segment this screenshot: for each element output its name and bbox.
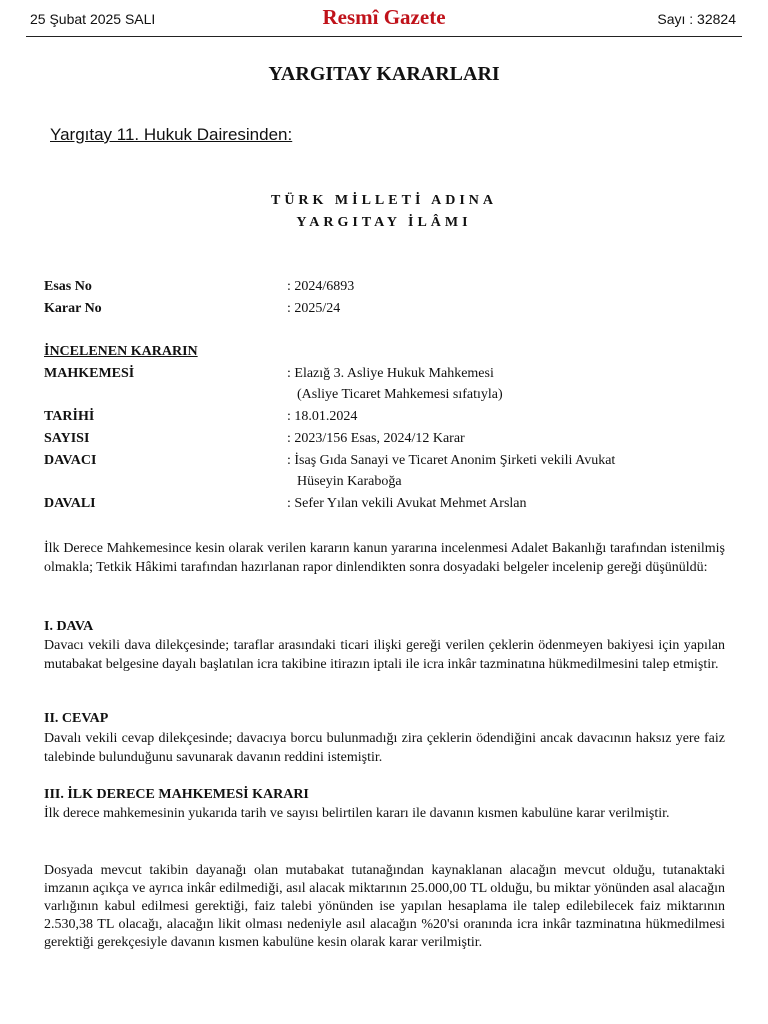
reviewed-heading: İNCELENEN KARARIN [44,344,198,359]
court-title-line-2: YARGITAY İLÂMI [296,215,472,230]
header-date: 25 Şubat 2025 SALI [30,11,156,27]
date-label: TARİHİ [44,409,95,424]
court-value-note: (Asliye Ticaret Mahkemesi sıfatıyla) [297,387,503,402]
section-title: YARGITAY KARARLARI [268,63,500,85]
court-title-line-1: TÜRK MİLLETİ ADINA [270,193,498,208]
esas-label: Esas No [44,279,92,294]
intro-paragraph: İlk Derece Mahkemesince kesin olarak verilen kararın kanun yararına incelenmesi Adalet Bakanlığı tarafından istenilmiş olmakla; Tetkik Hâkimi tarafından hazırlanan rapor dinlendikten sonra dosyadaki belgeler incelenip gereği düşünüldü: [44,541,725,575]
karar-value: : 2025/24 [287,301,341,316]
section-dava-title: I. DAVA [44,619,94,634]
number-value: : 2023/156 Esas, 2024/12 Karar [287,431,465,446]
court-label: MAHKEMESİ [44,366,135,381]
defendant-value: : Sefer Yılan vekili Avukat Mehmet Arslan [287,496,527,511]
plaintiff-value-cont: Hüseyin Karaboğa [297,474,402,489]
section-karar-text: İlk derece mahkemesinin yukarıda tarih ve sayısı belirtilen kararı ile davanın kısmen kabulüne karar verilmiştir. [44,806,670,821]
number-label: SAYISI [44,431,90,446]
chamber-heading: Yargıtay 11. Hukuk Dairesinden: [50,125,293,144]
karar-label: Karar No [44,301,102,316]
page-header [0,0,768,40]
court-value: : Elazığ 3. Asliye Hukuk Mahkemesi [287,366,494,381]
section-karar-title: III. İLK DERECE MAHKEMESİ KARARI [44,787,309,802]
section-dava-text: Davacı vekili dava dilekçesinde; taraflar arasındaki ticari ilişki gereği verilen çeklerin ödenmeyen bakiyesi için yapılan mutabakat belgesine dayalı başlatılan icra takibine itirazın iptali ile icra inkâr tazminatına hükmedilmesini talep etmiştir. [44,638,725,672]
section-karar-text-2: Dosyada mevcut takibin dayanağı olan mutabakat tutanağından kaynaklanan alacağın mevcut olduğu, tutanaktaki imzanın açıkça ve ayrıca inkâr edilmediği, asıl alacak miktarının 25.000,00 TL olduğu, bu miktar yönünden asal alacağın varlığının kabul edilmesi gerektiği, faiz talebi yönünden ise yapılan hesaplama ile talep edilebilecek faiz miktarının 2.530,38 TL olacağı, alacağın likit olması nedeniyle asıl alacağın %20'si oranında icra inkâr tazminatına hükmedilmesi gerektiği gerekçesiyle davanın kısmen kabulüne kesin olarak karar verilmiştir. [44,863,725,950]
section-cevap-text: Davalı vekili cevap dilekçesinde; davacıya borcu bulunmadığı zira çeklerin ödendiğini ancak davacının haksız yere faiz talebinde bulunduğunu savunarak davanın reddini istemiştir. [44,731,725,765]
plaintiff-value: : İsaş Gıda Sanayi ve Ticaret Anonim Şirketi vekili Avukat [287,453,616,468]
date-value: : 18.01.2024 [287,409,358,424]
issue-number: Sayı : 32824 [657,11,736,27]
defendant-label: DAVALI [44,496,96,511]
esas-value: : 2024/6893 [287,279,355,294]
header-divider [26,36,742,37]
gazette-title: Resmî Gazete [322,5,446,29]
plaintiff-label: DAVACI [44,453,97,468]
section-cevap-title: II. CEVAP [44,711,109,726]
